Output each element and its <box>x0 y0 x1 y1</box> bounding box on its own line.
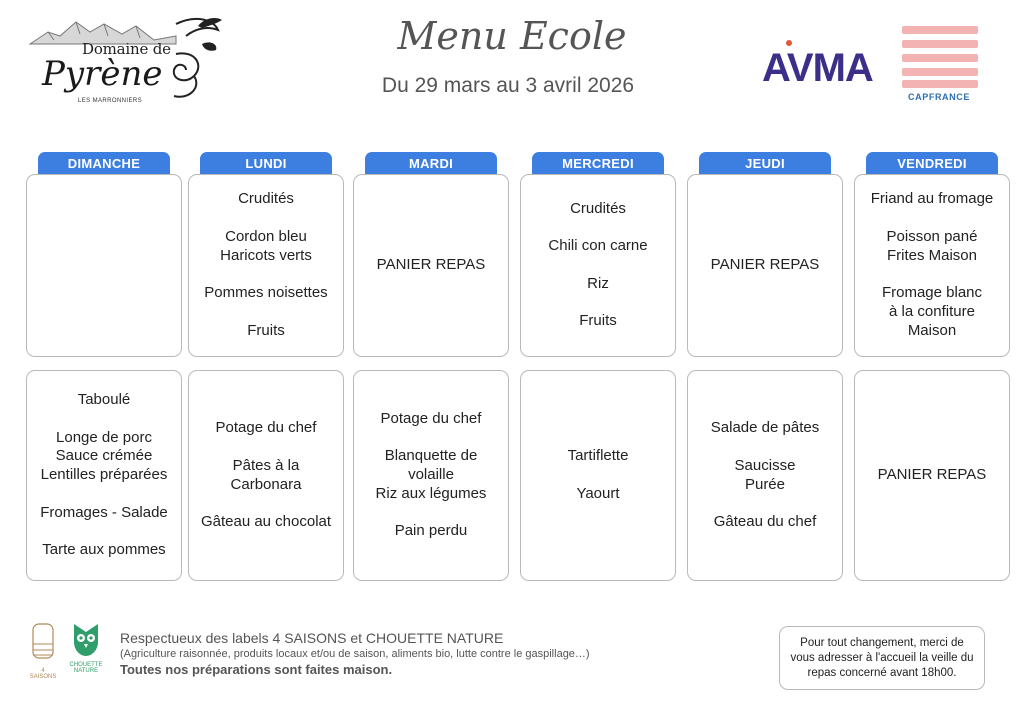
menu-item: Potage du chef <box>380 409 482 427</box>
dinner-cell <box>687 370 843 581</box>
menu-item: PANIER REPAS <box>710 256 820 274</box>
menu-item: PANIER REPAS <box>877 466 987 484</box>
day-header: DIMANCHE <box>38 152 170 175</box>
menu-item: à la confiture <box>889 303 975 321</box>
line-spacer <box>40 522 168 541</box>
menu-item: Tartiflette <box>567 447 629 465</box>
capfrance-logo <box>898 22 980 108</box>
line-spacer <box>204 209 327 228</box>
menu-item: Sauce crémée <box>55 447 153 465</box>
menu-item: Salade de pâtes <box>710 419 820 437</box>
menu-item: Longe de porc <box>56 428 152 446</box>
dinner-menu <box>568 447 629 503</box>
line-spacer <box>40 410 168 429</box>
dinner-menu <box>40 391 168 560</box>
line-spacer <box>548 219 647 238</box>
line-spacer <box>204 266 327 285</box>
dinner-cell <box>520 370 676 581</box>
line-spacer <box>711 438 819 457</box>
menu-item: Riz <box>587 274 609 292</box>
dinner-menu <box>711 419 819 532</box>
menu-item: Gâteau au chocolat <box>200 513 332 531</box>
menu-item: Carbonara <box>230 475 302 493</box>
lunch-menu <box>377 256 486 275</box>
domaine-de-pyrene-logo <box>26 14 226 118</box>
menu-item: Fromages - Salade <box>40 503 168 521</box>
line-spacer <box>204 303 327 322</box>
menu-item: Pâtes à la <box>232 456 300 474</box>
line-spacer <box>376 429 487 448</box>
4-saisons-label <box>28 620 58 678</box>
line-spacer <box>376 504 487 523</box>
line-spacer <box>201 438 331 457</box>
menu-item: Friand au fromage <box>870 190 994 208</box>
menu-item: Pain perdu <box>394 522 468 540</box>
dinner-cell <box>854 370 1010 581</box>
chouette-nature-text: CHOUETTE NATURE <box>69 662 103 674</box>
day-header: LUNDI <box>200 152 332 175</box>
day-header: JEUDI <box>699 152 831 175</box>
day-header: MARDI <box>365 152 497 175</box>
lunch-menu <box>871 190 994 340</box>
menu-item: Poisson pané <box>886 227 978 245</box>
dinner-cell <box>188 370 344 581</box>
menu-item: Fruits <box>247 321 285 339</box>
line-spacer <box>871 266 994 285</box>
brand-subtitle: LES MARRONNIERS <box>78 98 143 104</box>
menu-item: Fromage blanc <box>881 284 983 302</box>
page-title: Menu Ecole <box>397 14 627 58</box>
menu-item: Frites Maison <box>886 246 977 264</box>
labels-line-3: Toutes nos préparations sont faites maison. <box>120 662 393 677</box>
dinner-cell <box>353 370 509 581</box>
dinner-menu <box>201 419 331 532</box>
chouette-nature-label <box>66 620 106 678</box>
lunch-menu <box>711 256 820 275</box>
page-subtitle: Du 29 mars au 3 avril 2026 <box>381 74 635 97</box>
menu-item: Blanquette de <box>384 447 478 465</box>
line-spacer <box>568 466 629 485</box>
menu-item: volaille <box>408 466 454 484</box>
menu-item: Fruits <box>579 312 617 330</box>
menu-item: Riz aux légumes <box>375 484 487 502</box>
dinner-menu <box>376 410 487 542</box>
day-header: MERCREDI <box>532 152 664 175</box>
menu-item: Gâteau du chef <box>713 513 817 531</box>
menu-item: Lentilles préparées <box>40 466 168 484</box>
labels-description <box>120 630 720 677</box>
menu-item: Potage du chef <box>215 419 317 437</box>
chef-hat-icon <box>28 620 58 666</box>
menu-item: Tarte aux pommes <box>42 541 166 559</box>
dinner-menu <box>878 466 987 485</box>
lunch-cell <box>854 174 1010 357</box>
menu-item: Crudités <box>238 190 294 208</box>
menu-item: Haricots verts <box>220 246 312 264</box>
labels-line-1: Respectueux des labels 4 SAISONS et CHOUETTE NATURE <box>120 630 504 646</box>
lunch-cell <box>353 174 509 357</box>
lunch-menu <box>204 190 327 340</box>
menu-item: Crudités <box>570 199 626 217</box>
menu-item: Pommes noisettes <box>204 284 328 302</box>
brand-name-script: Pyrène <box>42 54 163 94</box>
4-saisons-text: 4 SAISONS <box>29 668 57 680</box>
menu-item: Taboulé <box>77 390 131 408</box>
menu-item: Chili con carne <box>548 237 648 255</box>
line-spacer <box>201 494 331 513</box>
day-header: VENDREDI <box>866 152 998 175</box>
lunch-cell <box>687 174 843 357</box>
dinner-cell <box>26 370 182 581</box>
lunch-cell <box>26 174 182 357</box>
menu-item: Cordon bleu <box>225 227 307 245</box>
owl-icon <box>66 620 106 660</box>
lunch-cell <box>520 174 676 357</box>
capfrance-text: CAPFRANCE <box>908 92 970 102</box>
line-spacer <box>711 494 819 513</box>
line-spacer <box>548 294 647 313</box>
menu-item: Yaourt <box>576 484 620 502</box>
menu-item: Saucisse <box>734 456 796 474</box>
line-spacer <box>40 485 168 504</box>
avma-text: AVMA <box>762 46 873 90</box>
lunch-menu <box>548 200 647 332</box>
lunch-cell <box>188 174 344 357</box>
change-notice <box>779 626 985 690</box>
brand-name-top: Domaine de <box>82 40 171 58</box>
menu-item: Purée <box>744 475 785 493</box>
avma-logo <box>762 36 873 106</box>
menu-item: PANIER REPAS <box>376 256 486 274</box>
line-spacer <box>548 256 647 275</box>
labels-line-2: (Agriculture raisonnée, produits locaux et/ou de saison, aliments bio, lutte contre le gaspillage…) <box>120 648 590 660</box>
menu-item: Maison <box>907 321 957 339</box>
line-spacer <box>871 209 994 228</box>
change-notice-text: Pour tout changement, merci de vous adresser à l'accueil la veille du repas concerné avant 18h00. <box>790 636 974 679</box>
